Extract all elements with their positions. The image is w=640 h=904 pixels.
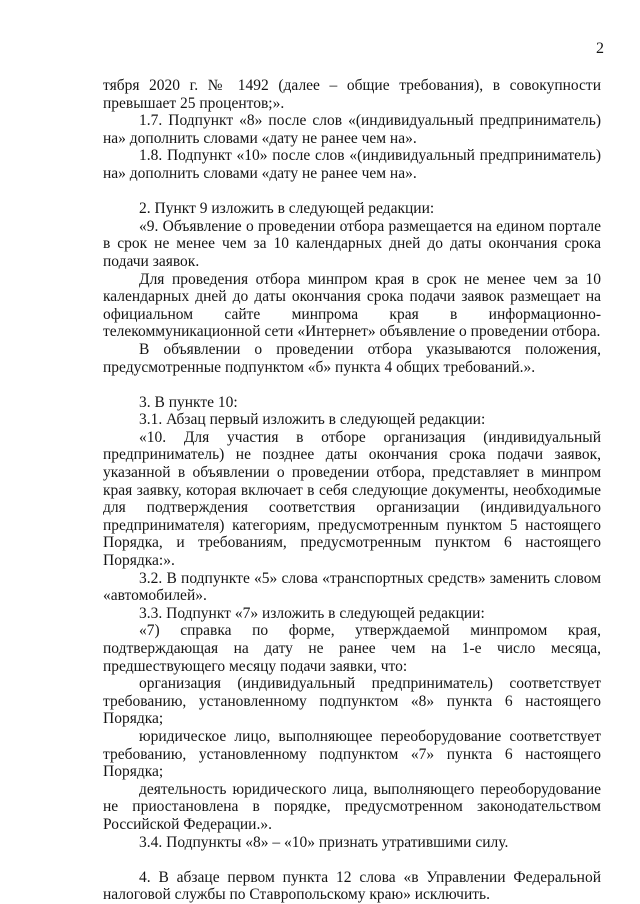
paragraph: «10. Для участия в отборе организация (индивидуальный предприниматель) не позднее даты окончания срока подачи заявок, указанной в объявлении о проведении отбора, представляет в минпром края заявку, которая включает в себя следующие документы, необходимые для подтверждения соответствия организации (индивидуального предпринимателя) категориям, предусмотренным пунктом 5 настоящего Порядка, и требованиям, предусмотренным пунктом 6 настоящего Порядка:». — [103, 428, 601, 570]
paragraph: 3. В пункте 10: — [139, 393, 238, 411]
paragraph: юридическое лицо, выполняющее переоборудование соответствует требованию, установленному подпунктом «7» пункта 6 настоящего Порядка; — [103, 727, 601, 781]
paragraph: 3.3. Подпункт «7» изложить в следующей редакции: — [139, 604, 485, 622]
paragraph: 3.1. Абзац первый изложить в следующей редакции: — [139, 411, 486, 429]
paragraph: 1.8. Подпункт «10» после слов «(индивидуальный предприниматель) на» дополнить словами «дату не ранее чем на». — [103, 147, 601, 182]
paragraph: деятельность юридического лица, выполняющего переоборудование не приостановлена в порядке, предусмотренном законодательством Российской Федерации.». — [103, 780, 601, 833]
page-number: 2 — [596, 40, 604, 57]
paragraph: «7) справка по форме, утверждаемой минпромом края, подтверждающая на дату не ранее чем на 1-е число месяца, предшествующего месяцу подачи заявки, что: — [103, 622, 601, 675]
paragraph: 1.7. Подпункт «8» после слов «(индивидуальный предприниматель) на» дополнить словами «дату не ранее чем на». — [103, 112, 601, 147]
document-body — [103, 77, 601, 904]
paragraph: тября 2020 г. № 1492 (далее – общие требования), в совокупности превышает 25 процентов;». — [103, 77, 601, 112]
paragraph: 4. В абзаце первом пункта 12 слова «в Управлении Федеральной налоговой службы по Ставропольскому краю» исключить. — [103, 868, 601, 904]
paragraph: Для проведения отбора минпром края в срок не менее чем за 10 календарных дней до даты окончания срока подачи заявок размещает на официальном сайте минпрома края в информационно-телекоммуникационной сети «Интернет» объявление о проведении отбора. — [103, 270, 601, 341]
paragraph: В объявлении о проведении отбора указываются положения, предусмотренные подпунктом «б» пункта 4 общих требований.». — [103, 340, 601, 376]
paragraph: организация (индивидуальный предприниматель) соответствует требованию, установленному подпунктом «8» пункта 6 настоящего Порядка; — [103, 675, 601, 728]
paragraph: 2. Пункт 9 изложить в следующей редакции: — [139, 200, 435, 218]
paragraph: 3.4. Подпункты «8» – «10» признать утратившими силу. — [139, 833, 509, 851]
paragraph: 3.2. В подпункте «5» слова «транспортных средств» заменить словом «автомобилей». — [103, 569, 601, 605]
paragraph: «9. Объявление о проведении отбора размещается на едином портале в срок не менее чем за 10 календарных дней до даты окончания срока подачи заявок. — [103, 217, 601, 270]
